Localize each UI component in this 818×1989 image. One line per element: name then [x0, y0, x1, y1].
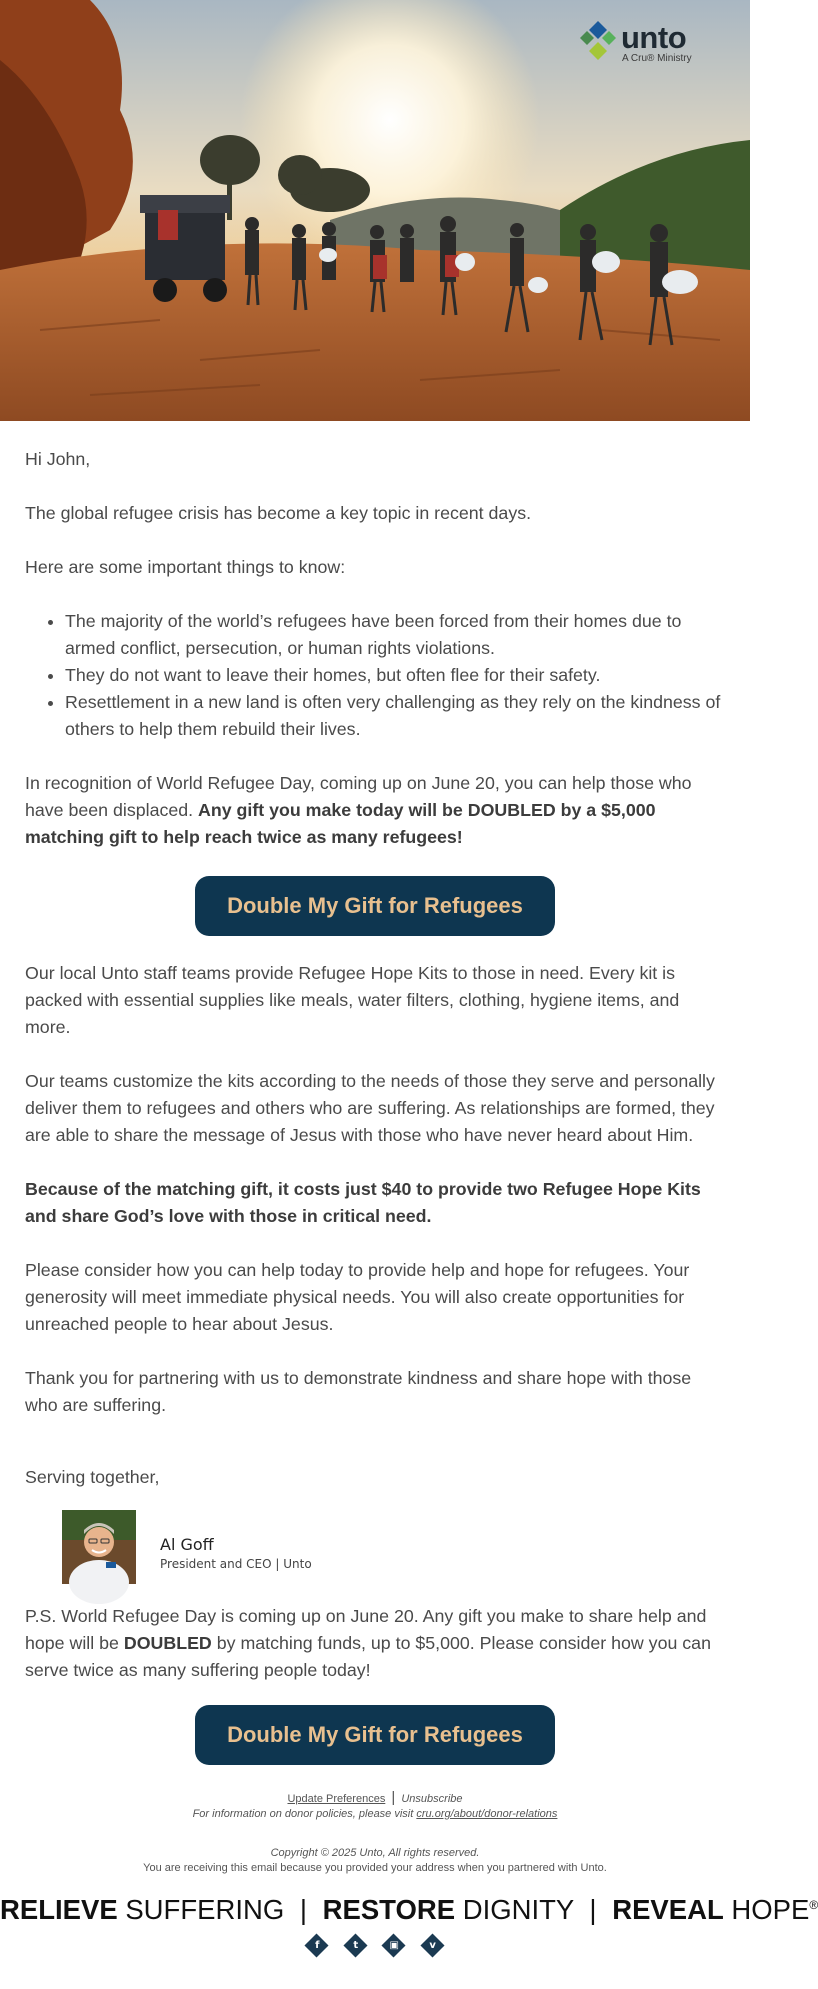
footer-separator: |: [391, 1789, 396, 1806]
please-consider-paragraph: Please consider how you can help today to provide help and hope for refugees. Your generosity will meet immediate physical needs. You will also create opportunities for unreached people to hear about Jesus.: [25, 1260, 690, 1334]
footer-links: [0, 1790, 750, 1822]
cta-wrapper-bottom: [0, 1705, 750, 1765]
world-refugee-day-paragraph: [25, 770, 725, 851]
hero-image: [0, 0, 750, 421]
tagline-reveal: REVEAL: [612, 1894, 724, 1925]
tagline-separator: |: [589, 1894, 597, 1925]
facebook-icon[interactable]: f: [305, 1934, 329, 1958]
matching-gift-emphasis: Any gift you make today will be DOUBLED by a $5,000 matching gift to help reach twice as many refugees!: [25, 800, 656, 847]
email-body: [25, 421, 725, 878]
list-item: • They do not want to leave their homes, but often flee for their safety.: [65, 662, 725, 689]
email-body-continued: [25, 960, 725, 1518]
ps-text: by matching funds, up to $5,000. Please consider how you can serve twice as many suffering people today!: [25, 1633, 711, 1680]
double-my-gift-button[interactable]: Double My Gift for Refugees: [195, 1705, 555, 1765]
signature-name: Al Goff: [160, 1535, 214, 1554]
closing: Serving together,: [25, 1467, 160, 1487]
unto-logo[interactable]: [583, 20, 713, 70]
double-my-gift-button[interactable]: Double My Gift for Refugees: [195, 876, 555, 936]
ps-paragraph: [25, 1603, 725, 1684]
registered-mark: ®: [809, 1897, 818, 1912]
thank-you-paragraph: Thank you for partnering with us to demonstrate kindness and share hope with those who are suffering.: [25, 1368, 692, 1415]
things-to-know-heading: Here are some important things to know:: [25, 557, 346, 577]
teams-paragraph: Our teams customize the kits according to the needs of those they serve and personally deliver them to refugees and others who are suffering. As relationships are formed, they are able to share the message of Jesus with those who have never heard about Him.: [25, 1071, 715, 1145]
signature-block: [62, 1510, 462, 1588]
tagline-relieve: RELIEVE: [0, 1894, 118, 1925]
update-preferences-link[interactable]: Update Preferences: [287, 1793, 386, 1805]
list-item: • The majority of the world’s refugees have been forced from their homes due to armed conflict, persecution, or human rights violations.: [65, 608, 725, 662]
tagline-dignity: DIGNITY: [462, 1894, 574, 1925]
tagline-restore: RESTORE: [322, 1894, 456, 1925]
social-links: [0, 1934, 750, 1963]
logo-wordmark: unto: [621, 20, 687, 55]
vimeo-icon[interactable]: v: [421, 1934, 445, 1958]
facts-list: [25, 608, 725, 743]
donor-policy-link[interactable]: cru.org/about/donor-relations: [416, 1808, 558, 1820]
postscript: [25, 1603, 725, 1711]
footer-legal: [0, 1846, 750, 1876]
donor-policy-text: For information on donor policies, please visit: [192, 1808, 417, 1820]
tagline-separator: |: [299, 1894, 307, 1925]
tagline-hope: HOPE: [731, 1894, 810, 1925]
ps-doubled: DOUBLED: [123, 1633, 212, 1653]
copyright: Copyright © 2025 Unto, All rights reserved.: [270, 1847, 480, 1859]
signature-title: President and CEO | Unto: [160, 1557, 312, 1571]
ps-text: P.S. World Refugee Day is coming up on June 20. Any gift you make to share help and hope will be: [25, 1606, 707, 1653]
logo-mark-icon: [583, 20, 617, 66]
greeting: Hi John,: [25, 449, 91, 469]
twitter-icon[interactable]: t: [344, 1934, 368, 1958]
intro-paragraph: The global refugee crisis has become a key topic in recent days.: [25, 503, 532, 523]
cta-wrapper-top: [0, 876, 750, 936]
avatar: [62, 1510, 136, 1584]
portrait-icon: [62, 1510, 136, 1584]
hope-kits-paragraph: Our local Unto staff teams provide Refugee Hope Kits to those in need. Every kit is packed with essential supplies like meals, water filters, clothing, hygiene items, and more.: [25, 963, 680, 1037]
tagline: [0, 1894, 818, 1926]
instagram-icon[interactable]: ▣: [382, 1934, 406, 1958]
matching-gift-cost-paragraph: [25, 1176, 725, 1230]
list-item: • Resettlement in a new land is often very challenging as they rely on the kindness of others to help them rebuild their lives.: [65, 689, 725, 743]
paragraph-text: In recognition of World Refugee Day, coming up on June 20, you can help those who have been displaced.: [25, 773, 692, 820]
logo-subtitle: A Cru® Ministry: [622, 53, 692, 64]
unsubscribe-link[interactable]: Unsubscribe: [401, 1793, 463, 1805]
cost-emphasis: Because of the matching gift, it costs just $40 to provide two Refugee Hope Kits and share God’s love with those in critical need.: [25, 1179, 701, 1226]
tagline-suffering: SUFFERING: [125, 1894, 285, 1925]
receiving-notice: You are receiving this email because you provided your address when you partnered with Unto.: [143, 1862, 607, 1874]
